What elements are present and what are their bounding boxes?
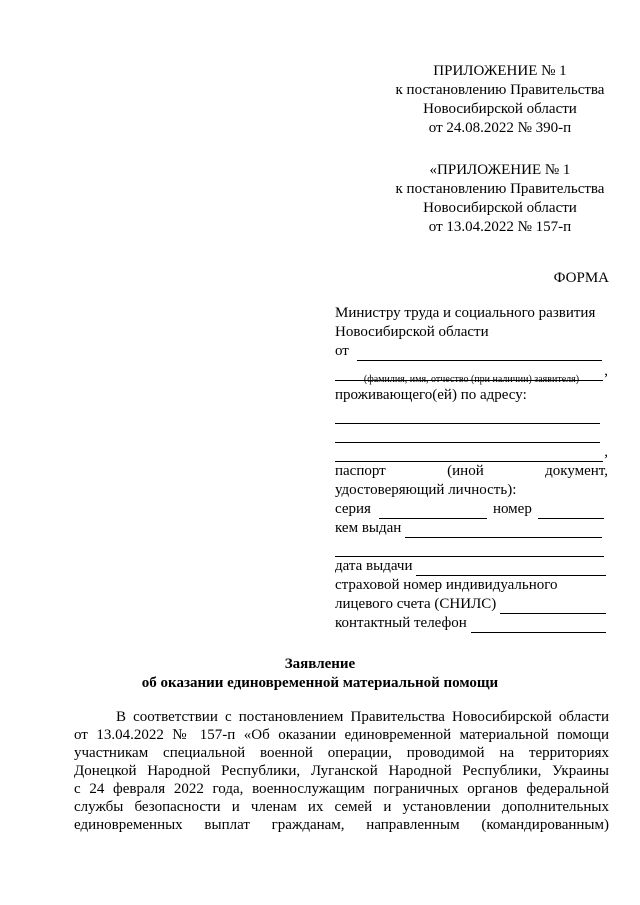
issued-by-field[interactable] [405,523,602,538]
addressee-region: Новосибирской области [335,324,489,340]
identity-label: удостоверяющий личность): [335,482,517,498]
snils-row-1 [335,576,608,595]
passport-row [335,462,608,481]
appendix-region-line: Новосибирской области [423,200,577,216]
appendix-title: ПРИЛОЖЕНИЕ № 1 [433,63,567,79]
issued-by-label: кем выдан [335,520,402,536]
snils-label-1: страховой номер индивидуального [335,577,558,593]
body-line: от 13.04.2022 № 157-п «Об оказании единовременной материальной помощи [74,727,609,743]
appendix-date-number: от 24.08.2022 № 390-п [428,120,572,136]
passport-label: паспорт [335,463,386,479]
snils-field[interactable] [500,599,606,614]
from-name-field[interactable] [357,346,602,361]
series-label: серия [335,501,371,517]
body-line: с 24 февраля 2022 года, военнослужащим пограничных органов федеральной [74,781,609,797]
residing-row [335,386,608,405]
number-label: номер [492,501,532,517]
phone-field[interactable] [471,618,606,633]
issue-date-field[interactable] [416,561,606,576]
from-label: от [335,343,349,359]
appendix-header-original [360,161,640,237]
issued-by-continuation-field[interactable] [335,542,604,557]
address-field-1[interactable] [335,409,600,424]
appendix-header-current [360,62,640,138]
body-line: Донецкой Народной Республики, Луганской Народной Республики, Украины [74,763,609,779]
other-label: (иной [447,463,484,479]
addressee-ministry: Министру труда и социального развития [335,305,596,321]
appendix-title: «ПРИЛОЖЕНИЕ № 1 [429,162,571,178]
appendix-date-number: от 13.04.2022 № 157-п [428,219,572,235]
residing-label: проживающего(ей) по адресу: [335,387,527,403]
series-field[interactable] [379,504,487,519]
issue-date-label: дата выдачи [335,558,413,574]
name-caption: (фамилия, имя, отчество (при наличии) заявителя) [363,374,580,385]
document-subtitle: об оказании единовременной материальной помощи [141,675,499,691]
address-row-2 [335,424,608,443]
snils-row-2 [335,595,608,614]
comma: , [604,363,608,379]
appendix-region-line: Новосибирской области [423,101,577,117]
address-field-2[interactable] [335,428,600,443]
issue-date-row [335,557,608,576]
identity-row [335,481,608,500]
snils-label-2: лицевого счета (СНИЛС) [335,596,497,612]
body-line: службы безопасности и членам их семей и установлении дополнительных [74,799,609,815]
phone-label: контактный телефон [335,615,467,631]
address-row-1 [335,405,608,424]
address-row-3 [335,443,608,462]
body-paragraph [74,708,609,834]
body-line: В соответствии с постановлением Правительства Новосибирской области [116,709,609,725]
series-number-row [335,500,608,519]
body-line: единовременных выплат гражданам, направленным (командированным) [74,817,609,833]
form-label: ФОРМА [553,270,609,286]
comma: , [604,444,608,460]
addressee-ministry-line [335,304,608,323]
issued-by-row [335,519,608,538]
body-line: участникам специальной военной операции, проводимой на территориях [74,745,609,761]
appendix-resolution-line: к постановлению Правительства [395,181,605,197]
from-field-row [335,342,608,361]
address-field-3[interactable] [335,447,603,462]
appendix-resolution-line: к постановлению Правительства [395,82,605,98]
document-label: документ, [545,463,608,479]
number-field[interactable] [538,504,604,519]
document-title: Заявление [284,656,356,672]
addressee-region-line [335,323,608,342]
phone-row [335,614,608,633]
issued-by-continuation-row [335,538,608,557]
